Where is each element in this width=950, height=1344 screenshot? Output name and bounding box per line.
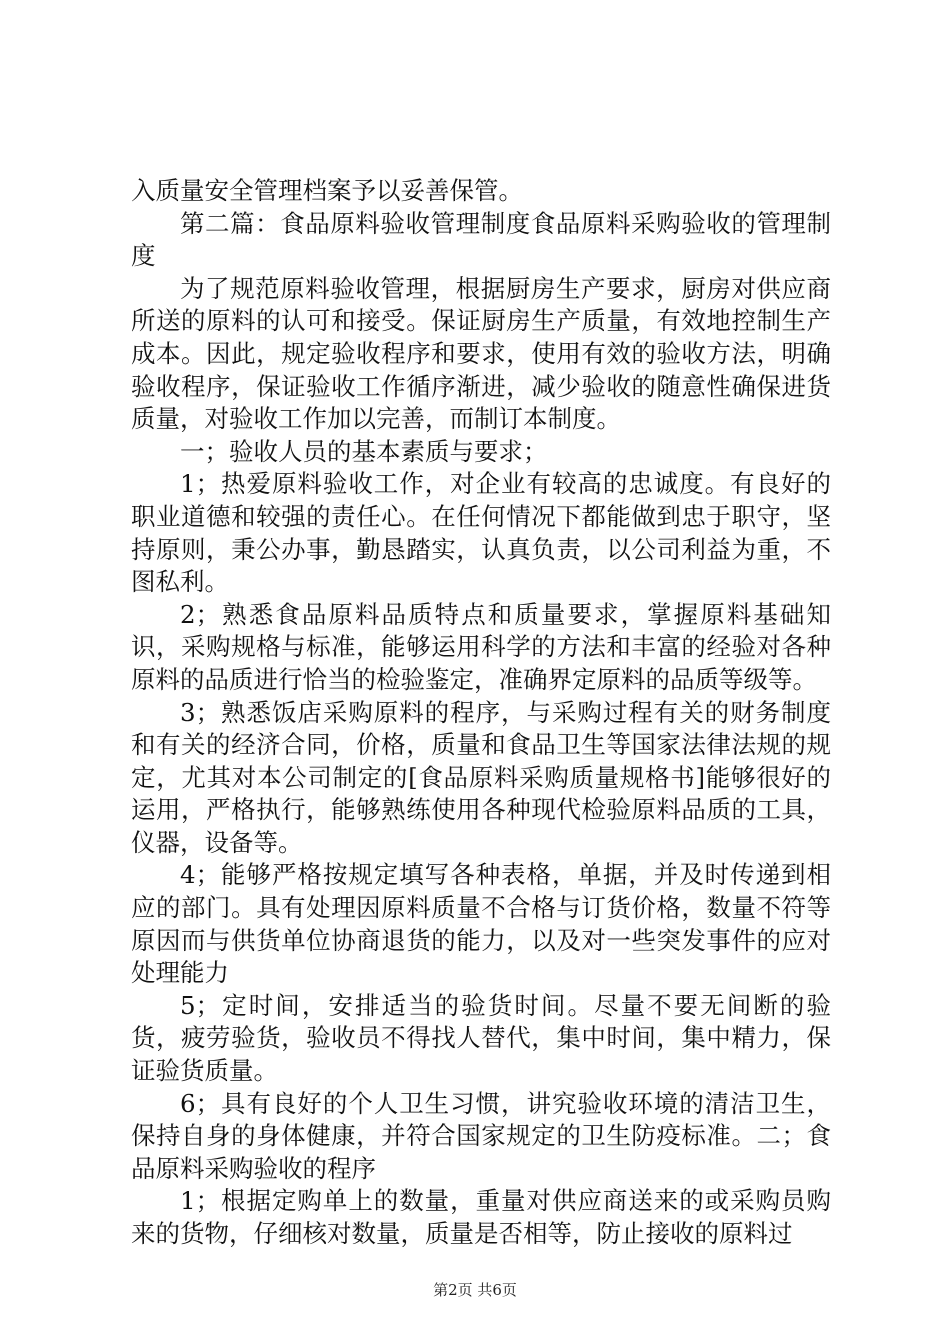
paragraph-2: 为了规范原料验收管理，根据厨房生产要求，厨房对供应商所送的原料的认可和接受。保证厨房生产质量，有效地控制生产成本。因此，规定验收程序和要求，使用有效的验收方法，明确验收程序，保证验收工作循序渐进，减少验收的随意性确保进货质量，对验收工作加以完善，而制订本制度。 (131, 273, 831, 434)
paragraph-4: 1；热爱原料验收工作，对企业有较高的忠诚度。有良好的职业道德和较强的责任心。在任何情况下都能做到忠于职守，坚持原则，秉公办事，勤恳踏实，认真负责，以公司利益为重，不图私利。 (131, 469, 831, 597)
document-body (131, 175, 831, 1251)
paragraph-5: 2；熟悉食品原料品质特点和质量要求，掌握原料基础知识，采购规格与标准，能够运用科学的方法和丰富的经验对各种原料的品质进行恰当的检验鉴定，准确界定原料的品质等级等。 (131, 599, 831, 694)
page-number-footer: 第2页 共6页 (433, 1281, 517, 1299)
paragraph-6: 3；熟悉饭店采购原料的程序，与采购过程有关的财务制度和有关的经济合同，价格，质量和食品卫生等国家法律法规的规定，尤其对本公司制定的[食品原料采购质量规格书]能够很好的运用，严格执行，能够熟练使用各种现代检验原料品质的工具，仪器，设备等。 (131, 697, 831, 857)
paragraph-7: 4；能够严格按规定填写各种表格，单据，并及时传递到相应的部门。具有处理因原料质量不合格与订货价格，数量不符等原因而与供货单位协商退货的能力，以及对一些突发事件的应对处理能力 (131, 860, 831, 988)
paragraph-9: 6；具有良好的个人卫生习惯，讲究验收环境的清洁卫生，保持自身的身体健康，并符合国家规定的卫生防疫标准。二；食品原料采购验收的程序 (131, 1088, 831, 1183)
paragraph-1: 第二篇：食品原料验收管理制度食品原料采购验收的管理制度 (131, 208, 831, 271)
paragraph-3: 一；验收人员的基本素质与要求； (180, 436, 548, 466)
paragraph-0: 入质量安全管理档案予以妥善保管。 (131, 176, 523, 205)
paragraph-10: 1；根据定购单上的数量，重量对供应商送来的或采购员购来的货物，仔细核对数量，质量是否相等，防止接收的原料过 (131, 1186, 831, 1248)
paragraph-8: 5；定时间，安排适当的验货时间。尽量不要无间断的验货，疲劳验货，验收员不得找人替代，集中时间，集中精力，保证验货质量。 (131, 990, 831, 1086)
